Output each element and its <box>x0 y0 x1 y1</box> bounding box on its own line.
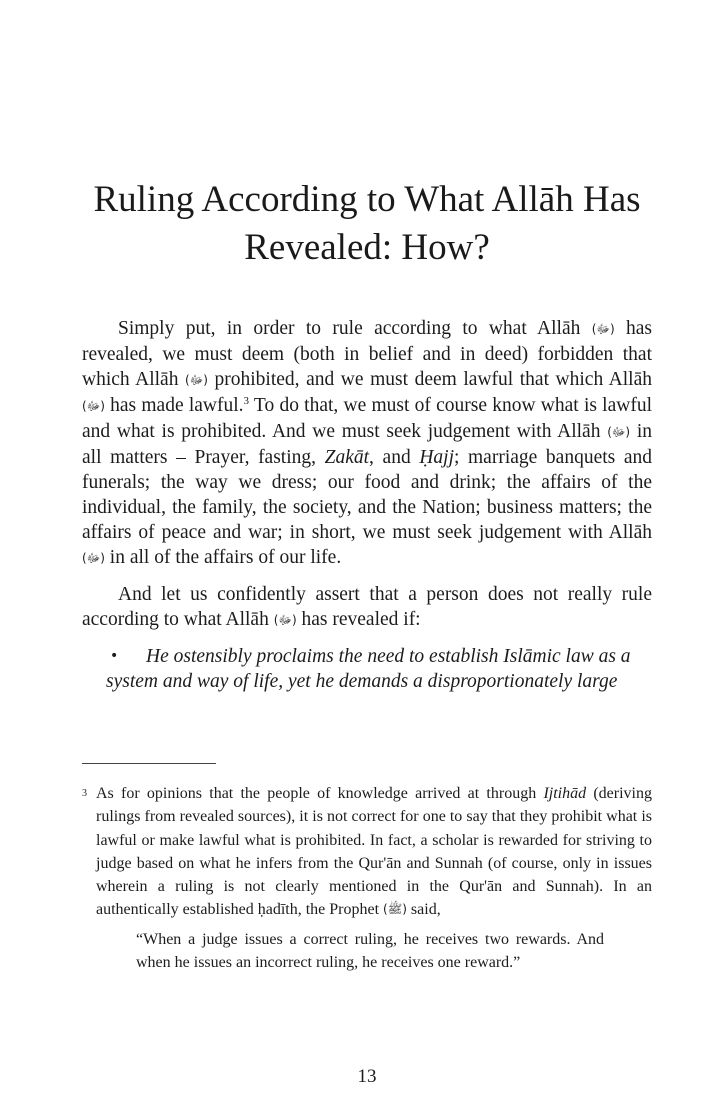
footnote-text: said, <box>406 901 441 919</box>
swt-honorific-icon: (ﷻ) <box>591 322 615 336</box>
term-zakat: Zakāt <box>324 447 370 468</box>
pbuh-honorific-icon: (ﷺ) <box>383 902 407 917</box>
paragraph-1 <box>82 316 652 571</box>
paragraph-1-text: in all of the affairs of our life. <box>104 547 342 568</box>
footnote-reference[interactable]: 3 <box>243 395 250 407</box>
paragraph-2-text: And let us confidently assert that a person does not really rule according to what Allāh <box>82 584 652 630</box>
bullet-item-1-line-2: system and way of life, yet he demands a disproportionately large <box>106 671 618 692</box>
paragraph-1-text: ; marriage banquets and funerals; the way we dress; our food and drink; the affairs of the individual, the family, the society, and the Nation; business matters; the affairs of peace and war; in short, we must seek judgement with Allāh <box>82 447 652 543</box>
footnote-mark: 3 <box>82 788 87 799</box>
paragraph-2-text: has revealed if: <box>296 609 421 630</box>
chapter-title-line-1: Ruling According to What Allāh Has <box>93 179 641 220</box>
swt-honorific-icon: (ﷻ) <box>82 551 105 565</box>
paragraph-2 <box>82 582 652 633</box>
paragraph-1-text: in all matters – Prayer, fasting, <box>82 421 653 468</box>
swt-honorific-icon: (ﷻ) <box>273 613 297 627</box>
paragraph-1-text: To do that, we must of course know what is lawful and what is prohibited. And we must seek judgement with Allāh <box>82 395 652 442</box>
footnote-text: (deriving rulings from revealed sources), it is not correct for one to say that they prohibit what is lawful or make lawful what is prohibited. In fact, a scholar is rewarded for striving to judge based on what he infers from the Qur'ān and Sunnah (of course, only in issues wherein a ruling is not clearly mentioned in the Qur'ān and Sunnah). In an authentically established ḥadīth, the Prophet <box>96 785 652 919</box>
footnote-body <box>96 782 652 922</box>
chapter-title <box>82 176 652 272</box>
paragraph-1-text: has made lawful. <box>104 395 244 416</box>
term-ijtihad: Ijtihād <box>543 785 587 802</box>
main-text <box>82 316 652 694</box>
bullet-icon: • <box>110 648 119 664</box>
swt-honorific-icon: (ﷻ) <box>82 399 105 413</box>
page-number: 13 <box>357 1066 377 1087</box>
hadith-quote: “When a judge issues a correct ruling, he receives two rewards. And when he issues an incorrect ruling, he receives one reward.” <box>136 930 604 972</box>
footnote-divider <box>82 763 216 764</box>
chapter-title-line-2: Revealed: How? <box>244 227 490 268</box>
footnote-3 <box>82 782 652 974</box>
paragraph-1-text: has revealed, we must deem (both in belief and in deed) forbidden that which Allāh <box>82 318 652 390</box>
paragraph-1-text: prohibited, and we must deem lawful that which Allāh <box>207 369 653 390</box>
paragraph-1-text: , and <box>369 447 420 468</box>
bullet-item-1 <box>82 644 652 694</box>
bullet-item-1-line-1: He ostensibly proclaims the need to establish Islāmic law as a <box>146 646 631 667</box>
swt-honorific-icon: (ﷻ) <box>185 373 208 387</box>
book-page <box>82 0 652 1100</box>
paragraph-1-text: Simply put, in order to rule according to what Allāh <box>118 318 592 339</box>
swt-honorific-icon: (ﷻ) <box>607 425 631 439</box>
footnote-text: As for opinions that the people of knowledge arrived at through <box>96 785 544 802</box>
term-hajj: Ḥajj <box>419 447 454 468</box>
